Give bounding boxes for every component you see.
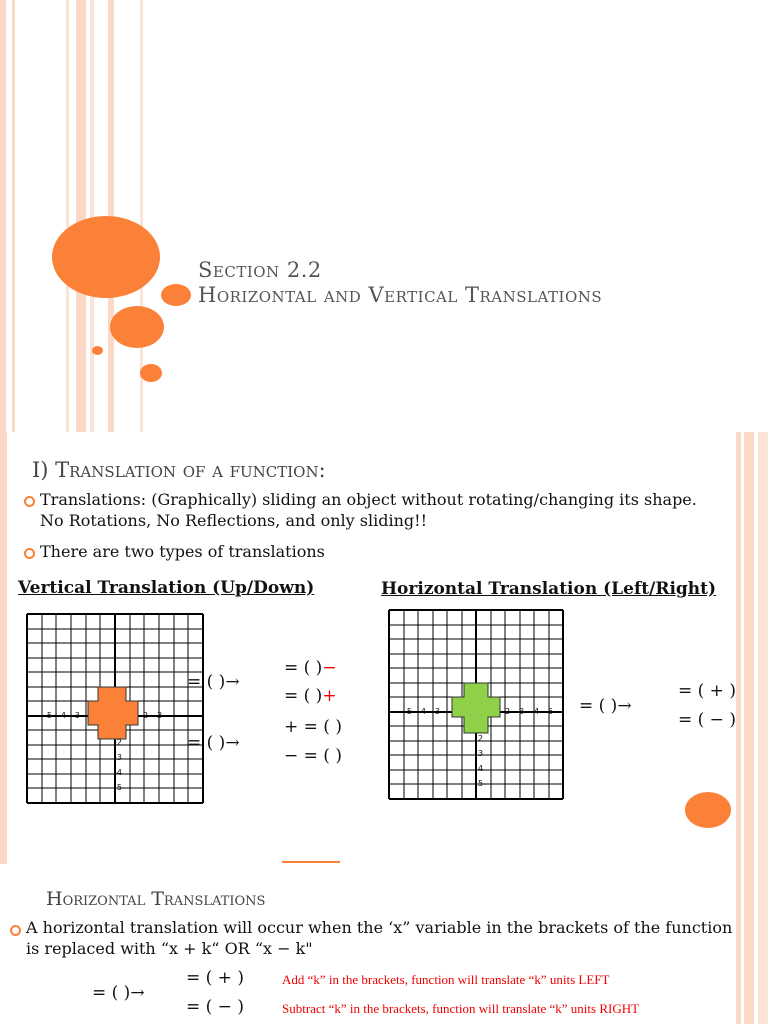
bullet-text: There are two types of translations [40, 542, 325, 561]
horizontal-translation-slide [0, 864, 768, 1024]
decor-stripe [0, 432, 7, 864]
x-tick-label: 5 [548, 707, 554, 716]
equation: = ( )→ [92, 983, 145, 1003]
x-tick-label: 3 [519, 707, 525, 716]
bullet-icon [24, 496, 35, 507]
decor-stripe [736, 432, 741, 864]
decor-stripe [0, 0, 6, 432]
equation: = ( )+ [284, 686, 337, 706]
section-heading: I) Translation of a function: [32, 458, 326, 482]
y-tick-label: 4 [478, 764, 484, 773]
x-tick-label: 2 [505, 707, 511, 716]
title-slide [0, 0, 768, 432]
y-tick-label: 3 [478, 749, 484, 758]
plus-sign: + [322, 686, 337, 706]
translation-slide [0, 432, 768, 864]
equation: + = ( ) [284, 717, 342, 737]
decor-stripe [66, 0, 69, 432]
horizontal-graph [388, 609, 564, 800]
x-tick-label: -5 [44, 711, 52, 720]
equation: = ( − ) [186, 997, 244, 1017]
horizontal-title: Horizontal Translation (Left/Right) [381, 579, 717, 599]
vertical-title: Vertical Translation (Up/Down) [18, 578, 315, 598]
equation: = ( )→ [187, 733, 240, 753]
slide-title: Horizontal and Vertical Translations [198, 283, 603, 307]
decor-circle [92, 346, 103, 355]
x-tick-label: 2 [143, 711, 149, 720]
decor-stripe [76, 0, 86, 432]
bullet-text: A horizontal translation will occur when the ‘x” variable in the brackets of the function is replaced with “x + k“ OR “x − k" [26, 918, 733, 958]
x-tick-label: 3 [157, 711, 163, 720]
x-tick-label: -3 [432, 707, 440, 716]
y-tick-label: 2 [478, 734, 484, 743]
decor-stripe [736, 864, 741, 1024]
divider [282, 861, 340, 863]
slide-title-block [198, 258, 602, 308]
decor-stripe [744, 864, 754, 1024]
y-tick-label: 5 [478, 779, 484, 788]
x-tick-label: -5 [404, 707, 412, 716]
decor-circle [52, 216, 160, 298]
decor-circle [685, 792, 731, 828]
equation: − = ( ) [284, 746, 342, 766]
y-tick-label: -2 [114, 738, 122, 747]
equation: = ( + ) [186, 968, 244, 988]
left-shift-note: Add “k” in the brackets, function will translate “k” units LEFT [282, 972, 610, 987]
equation: = ( )→ [187, 672, 240, 692]
x-tick-label: 4 [534, 707, 540, 716]
section-heading: Horizontal Translations [46, 888, 266, 910]
decor-circle [110, 306, 164, 348]
x-tick-label: -4 [58, 711, 66, 720]
bullet-icon [24, 548, 35, 559]
equation: = ( + ) [678, 681, 736, 701]
bullet-text: Translations: (Graphically) sliding an object without rotating/changing its shape. No Rotations, No Reflections, and only sliding!! [40, 490, 697, 530]
y-tick-label: -3 [114, 753, 122, 762]
equation: = ( )− [284, 658, 337, 678]
decor-stripe [758, 432, 768, 864]
y-tick-label: -5 [114, 783, 122, 792]
equation: = ( − ) [678, 710, 736, 730]
equation: = ( )→ [579, 696, 632, 716]
x-tick-label: -4 [418, 707, 426, 716]
y-tick-label: -4 [114, 768, 122, 777]
decor-stripe [744, 432, 754, 864]
bullet-icon [10, 925, 21, 936]
decor-circle [161, 284, 191, 306]
minus-sign: − [322, 658, 337, 678]
right-shift-note: Subtract “k” in the brackets, function will translate “k” units RIGHT [282, 1001, 640, 1016]
decor-stripe [758, 864, 768, 1024]
x-tick-label: -3 [72, 711, 80, 720]
section-label: Section 2.2 [198, 258, 322, 282]
decor-stripe [12, 0, 15, 432]
decor-circle [140, 364, 162, 382]
